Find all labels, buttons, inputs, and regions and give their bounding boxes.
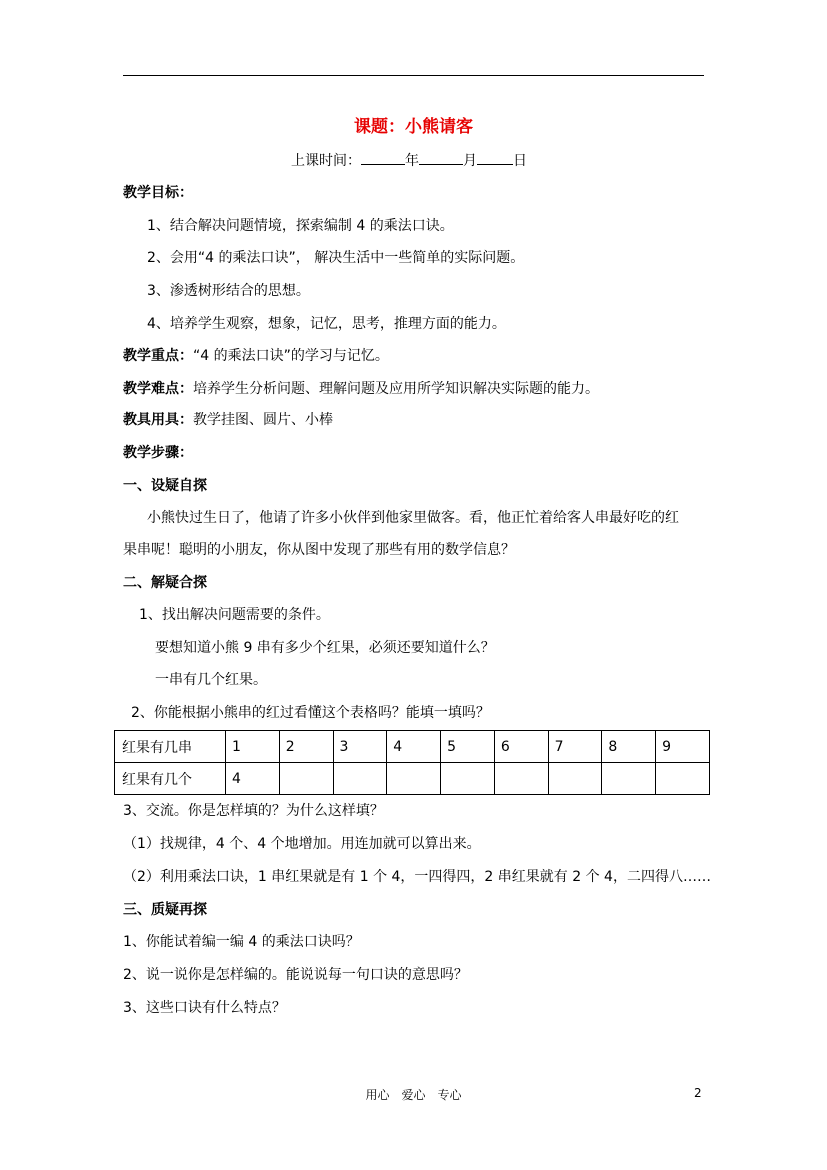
- goal-item: 1、结合解决问题情境，探索编制 4 的乘法口诀。: [147, 218, 454, 234]
- tools-label: 教具用具：: [123, 412, 193, 428]
- section3-item: 2、说一说你是怎样编的。能说说每一句口诀的意思吗？: [123, 967, 468, 983]
- table-cell: 6: [494, 731, 548, 763]
- table-cell: [548, 763, 602, 795]
- table-cell: [387, 763, 441, 795]
- year-blank: [361, 150, 405, 165]
- day-blank: [477, 150, 513, 165]
- table-cell: [494, 763, 548, 795]
- table-cell: 5: [441, 731, 495, 763]
- month-blank: [419, 150, 463, 165]
- table-cell: [441, 763, 495, 795]
- goal-item: 3、渗透树形结合的思想。: [147, 283, 310, 299]
- table-cell: [656, 763, 710, 795]
- table-row-header: 红果有几串: [115, 731, 226, 763]
- goals-heading: 教学目标：: [123, 185, 193, 201]
- tools: [123, 410, 333, 430]
- section2-question: 要想知道小熊 9 串有多少个红果，必须还要知道什么？: [155, 640, 495, 656]
- table-cell: [602, 763, 656, 795]
- lesson-time-label: 上课时间：: [291, 153, 361, 169]
- table-cell: 2: [279, 731, 333, 763]
- table-row-header: 红果有几个: [115, 763, 226, 795]
- section1-paragraph-line: 果串呢！聪明的小朋友，你从图中发现了那些有用的数学信息？: [123, 542, 515, 558]
- key-point-label: 教学重点：: [123, 348, 193, 364]
- key-point: [123, 346, 389, 366]
- section3-heading: 三、质疑再探: [123, 902, 207, 918]
- section1-heading: 一、设疑自探: [123, 478, 207, 494]
- table-cell: 4: [226, 763, 280, 795]
- section2-item: 3、交流。你是怎样填的？为什么这样填？: [123, 803, 384, 819]
- day-label: 日: [513, 153, 527, 169]
- table-cell: 7: [548, 731, 602, 763]
- section1-paragraph-line: 小熊快过生日了，他请了许多小伙伴到他家里做客。看，他正忙着给客人串最好吃的红: [147, 510, 679, 526]
- month-label: 月: [463, 153, 477, 169]
- difficulty-label: 教学难点：: [123, 381, 193, 397]
- section2-answer: 一串有几个红果。: [155, 672, 267, 688]
- table-cell: 8: [602, 731, 656, 763]
- section2-subitem: （1）找规律，4 个、4 个地增加。用连加就可以算出来。: [123, 836, 481, 852]
- section2-subitem: （2）利用乘法口诀，1 串红果就是有 1 个 4，一四得四，2 串红果就有 2 个 4，二四得八……: [123, 869, 711, 885]
- section2-heading: 二、解疑合探: [123, 575, 207, 591]
- key-point-text: “4 的乘法口诀”的学习与记忆。: [193, 348, 389, 364]
- difficulty-text: 培养学生分析问题、理解问题及应用所学知识解决实际题的能力。: [193, 381, 599, 397]
- goal-item: 4、培养学生观察，想象，记忆，思考，推理方面的能力。: [147, 316, 506, 332]
- lesson-time: [291, 150, 527, 171]
- table-row: [115, 731, 710, 763]
- tools-text: 教学挂图、圆片、小棒: [193, 412, 333, 428]
- fill-in-table: [114, 730, 710, 795]
- section2-item: 1、找出解决问题需要的条件。: [139, 607, 330, 623]
- table-cell: [333, 763, 387, 795]
- header-rule: [123, 75, 704, 76]
- table-cell: 1: [226, 731, 280, 763]
- table-cell: 9: [656, 731, 710, 763]
- year-label: 年: [405, 153, 419, 169]
- goal-item: 2、会用“4 的乘法口诀”， 解决生活中一些简单的实际问题。: [147, 250, 525, 266]
- section3-item: 1、你能试着编一编 4 的乘法口诀吗？: [123, 934, 360, 950]
- page-number: 2: [694, 1086, 702, 1100]
- steps-heading: 教学步骤：: [123, 445, 193, 461]
- table-row: [115, 763, 710, 795]
- table-cell: [279, 763, 333, 795]
- page-title: 课题：小熊请客: [354, 117, 473, 137]
- table-cell: 3: [333, 731, 387, 763]
- table-cell: 4: [387, 731, 441, 763]
- difficulty: [123, 379, 599, 399]
- footer-motto: 用心 爱心 专心: [365, 1088, 462, 1102]
- section2-item: 2、你能根据小熊串的红过看懂这个表格吗？能填一填吗？: [131, 705, 490, 721]
- section3-item: 3、这些口诀有什么特点？: [123, 1000, 286, 1016]
